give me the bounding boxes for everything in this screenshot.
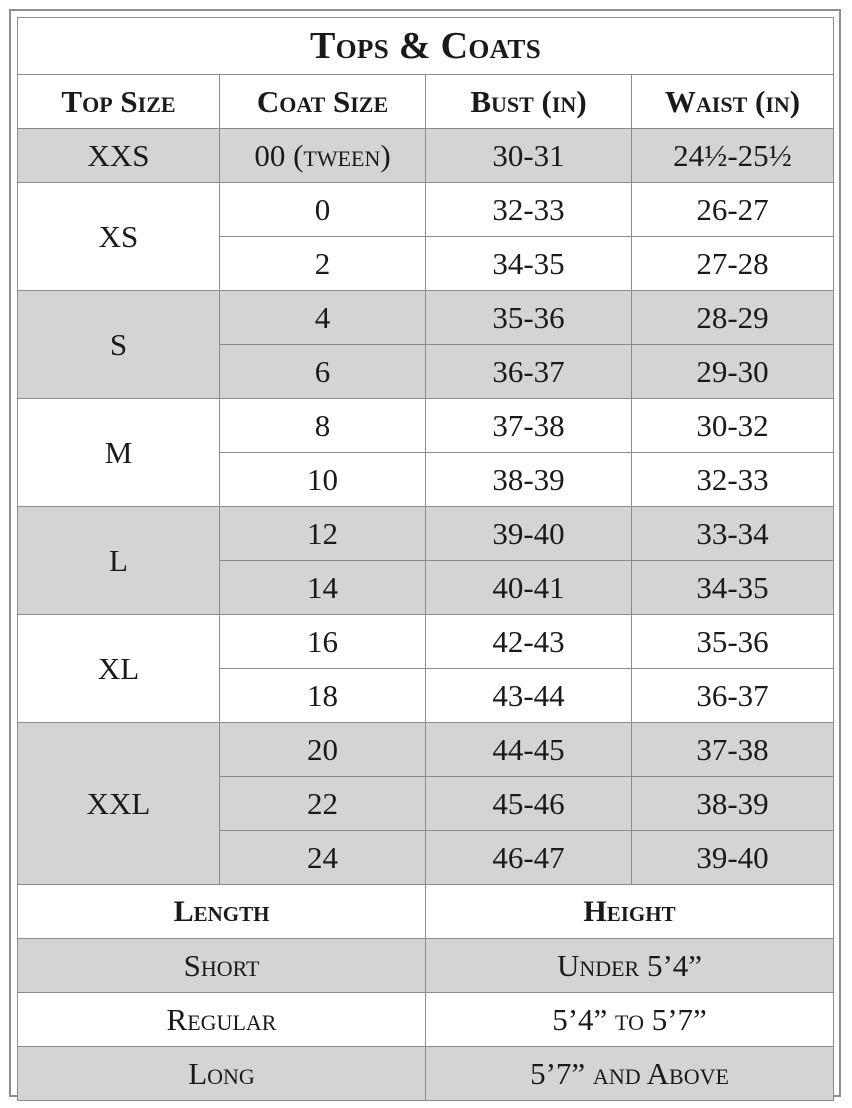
- top-size-cell: XXS: [18, 129, 220, 183]
- top-size-cell: L: [18, 507, 220, 615]
- length-cell: Long: [18, 1047, 426, 1101]
- size-chart-table: [17, 17, 834, 1101]
- bust-cell: 32-33: [426, 183, 632, 237]
- coat-size-cell: 6: [220, 345, 426, 399]
- top-size-cell: XS: [18, 183, 220, 291]
- size-row: [18, 291, 834, 345]
- waist-cell: 35-36: [632, 615, 834, 669]
- size-row: [18, 183, 834, 237]
- bust-cell: 44-45: [426, 723, 632, 777]
- header-bust: Bust (in): [426, 75, 632, 129]
- bust-cell: 39-40: [426, 507, 632, 561]
- waist-cell: 32-33: [632, 453, 834, 507]
- header-waist: Waist (in): [632, 75, 834, 129]
- height-cell: 5’7” and Above: [426, 1047, 834, 1101]
- length-row: [18, 993, 834, 1047]
- bust-cell: 38-39: [426, 453, 632, 507]
- coat-size-cell: 16: [220, 615, 426, 669]
- length-cell: Short: [18, 939, 426, 993]
- coat-size-cell: 20: [220, 723, 426, 777]
- bust-cell: 36-37: [426, 345, 632, 399]
- bust-cell: 34-35: [426, 237, 632, 291]
- size-row: [18, 129, 834, 183]
- waist-cell: 27-28: [632, 237, 834, 291]
- height-cell: Under 5’4”: [426, 939, 834, 993]
- header-length: Length: [18, 885, 426, 939]
- waist-cell: 29-30: [632, 345, 834, 399]
- size-row: [18, 723, 834, 777]
- coat-size-cell: 00 (tween): [220, 129, 426, 183]
- bust-cell: 43-44: [426, 669, 632, 723]
- header-height: Height: [426, 885, 834, 939]
- length-row: [18, 1047, 834, 1101]
- waist-cell: 24½-25½: [632, 129, 834, 183]
- table-title: Tops & Coats: [18, 18, 834, 75]
- waist-cell: 28-29: [632, 291, 834, 345]
- length-row: [18, 939, 834, 993]
- height-cell: 5’4” to 5’7”: [426, 993, 834, 1047]
- coat-size-cell: 22: [220, 777, 426, 831]
- waist-cell: 30-32: [632, 399, 834, 453]
- size-row: [18, 507, 834, 561]
- coat-size-cell: 10: [220, 453, 426, 507]
- size-row: [18, 615, 834, 669]
- top-size-cell: XL: [18, 615, 220, 723]
- waist-cell: 26-27: [632, 183, 834, 237]
- bust-cell: 30-31: [426, 129, 632, 183]
- size-row: [18, 399, 834, 453]
- bust-cell: 37-38: [426, 399, 632, 453]
- length-header-row: [18, 885, 834, 939]
- coat-size-cell: 2: [220, 237, 426, 291]
- coat-size-cell: 24: [220, 831, 426, 885]
- coat-size-cell: 0: [220, 183, 426, 237]
- bust-cell: 40-41: [426, 561, 632, 615]
- waist-cell: 39-40: [632, 831, 834, 885]
- header-top-size: Top Size: [18, 75, 220, 129]
- coat-size-cell: 12: [220, 507, 426, 561]
- coat-size-cell: 18: [220, 669, 426, 723]
- bust-cell: 35-36: [426, 291, 632, 345]
- top-size-cell: XXL: [18, 723, 220, 885]
- top-size-cell: S: [18, 291, 220, 399]
- waist-cell: 33-34: [632, 507, 834, 561]
- waist-cell: 38-39: [632, 777, 834, 831]
- coat-size-cell: 8: [220, 399, 426, 453]
- bust-cell: 45-46: [426, 777, 632, 831]
- top-size-cell: M: [18, 399, 220, 507]
- header-coat-size: Coat Size: [220, 75, 426, 129]
- waist-cell: 34-35: [632, 561, 834, 615]
- coat-size-cell: 4: [220, 291, 426, 345]
- waist-cell: 36-37: [632, 669, 834, 723]
- bust-cell: 46-47: [426, 831, 632, 885]
- coat-size-cell: 14: [220, 561, 426, 615]
- length-cell: Regular: [18, 993, 426, 1047]
- bust-cell: 42-43: [426, 615, 632, 669]
- waist-cell: 37-38: [632, 723, 834, 777]
